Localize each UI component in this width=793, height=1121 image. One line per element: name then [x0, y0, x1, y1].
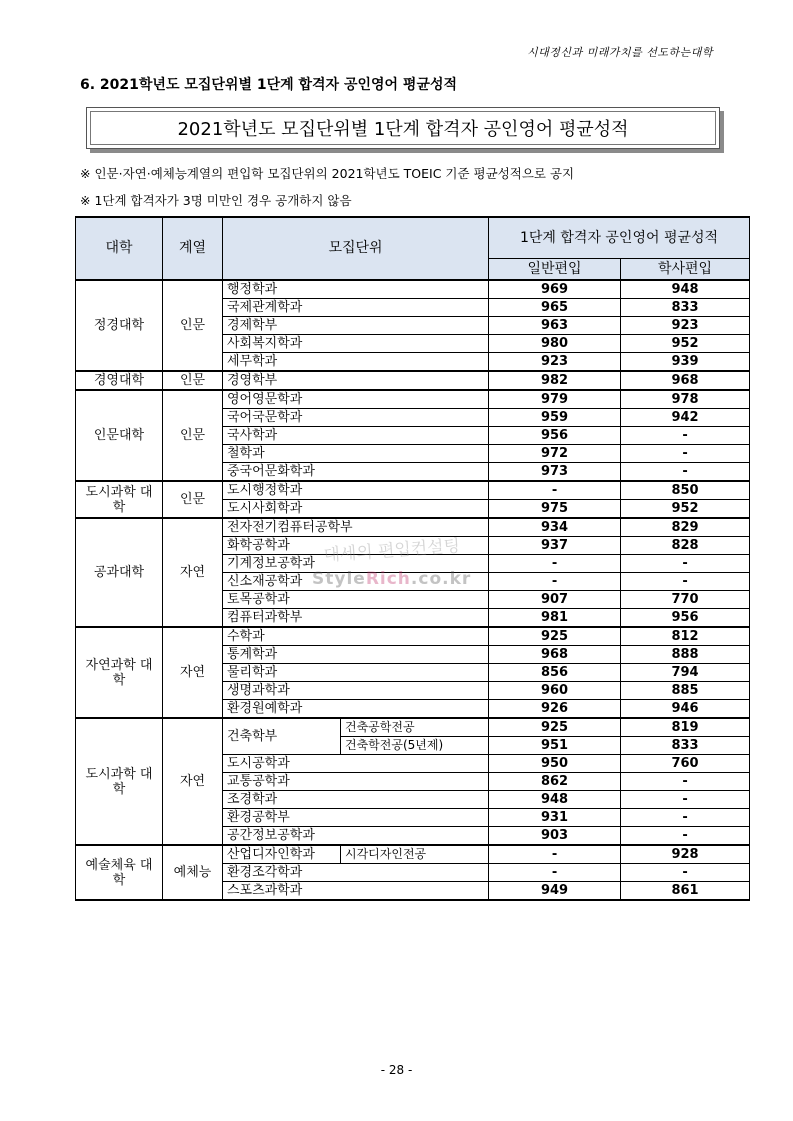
bachelor-score-cell: 829: [621, 518, 750, 537]
general-score-cell: 903: [489, 827, 621, 846]
bachelor-score-cell: 812: [621, 627, 750, 646]
bachelor-score-cell: -: [621, 827, 750, 846]
general-score-cell: 972: [489, 445, 621, 463]
department-cell: 통계학과: [223, 646, 489, 664]
watermark-text: 대세의 편입컨설팅: [322, 536, 461, 566]
department-cell: 행정학과: [223, 280, 489, 299]
table-row: [76, 627, 750, 646]
department-cell: 국어국문학과: [223, 409, 489, 427]
field-cell: 자연: [163, 718, 223, 845]
table-row: [76, 845, 750, 864]
general-score-cell: -: [489, 481, 621, 500]
bachelor-score-cell: 952: [621, 500, 750, 519]
bachelor-score-cell: -: [621, 573, 750, 591]
college-cell: 공과대학: [76, 518, 163, 627]
general-score-cell: 960: [489, 682, 621, 700]
bachelor-score-cell: 850: [621, 481, 750, 500]
college-cell: 인문대학: [76, 390, 163, 481]
header-field: 계열: [163, 217, 223, 280]
table-row: [76, 280, 750, 299]
general-score-cell: 925: [489, 627, 621, 646]
bachelor-score-cell: 952: [621, 335, 750, 353]
major-cell: 시각디자인전공: [341, 845, 489, 864]
department-cell: 신소재공학과: [223, 573, 489, 591]
department-cell: 환경원예학과: [223, 700, 489, 719]
bachelor-score-cell: 861: [621, 882, 750, 901]
table-header: [76, 217, 750, 280]
department-cell: 환경조각학과: [223, 864, 489, 882]
general-score-cell: 959: [489, 409, 621, 427]
bachelor-score-cell: -: [621, 791, 750, 809]
department-cell: 컴퓨터과학부: [223, 609, 489, 628]
field-cell: 예체능: [163, 845, 223, 900]
department-cell: 경영학부: [223, 371, 489, 390]
department-cell: 기계정보공학과: [223, 555, 489, 573]
department-cell: 수학과: [223, 627, 489, 646]
college-group: [76, 390, 750, 481]
general-score-cell: 926: [489, 700, 621, 719]
general-score-cell: 949: [489, 882, 621, 901]
general-score-cell: 907: [489, 591, 621, 609]
table-row: [76, 390, 750, 409]
department-cell: 경제학부: [223, 317, 489, 335]
general-score-cell: 937: [489, 537, 621, 555]
college-group: [76, 371, 750, 390]
department-cell: 도시사회학과: [223, 500, 489, 519]
bachelor-score-cell: -: [621, 773, 750, 791]
field-cell: 인문: [163, 481, 223, 518]
department-cell: 화학공학과: [223, 537, 489, 555]
bachelor-score-cell: 939: [621, 353, 750, 372]
department-cell: 세무학과: [223, 353, 489, 372]
title-box: [86, 107, 720, 149]
page-number: - 28 -: [380, 1063, 413, 1077]
department-cell: 교통공학과: [223, 773, 489, 791]
department-cell: 영어영문학과: [223, 390, 489, 409]
header-general: 일반편입: [489, 259, 621, 281]
header-slogan: 시대정신과 미래가치를 선도하는대학: [526, 46, 713, 59]
general-score-cell: 934: [489, 518, 621, 537]
general-score-cell: 982: [489, 371, 621, 390]
college-group: [76, 627, 750, 718]
general-score-cell: -: [489, 864, 621, 882]
general-score-cell: 923: [489, 353, 621, 372]
bachelor-score-cell: -: [621, 463, 750, 482]
department-cell: 공간정보공학과: [223, 827, 489, 846]
department-cell: 스포츠과학과: [223, 882, 489, 901]
bachelor-score-cell: -: [621, 864, 750, 882]
department-cell: 국제관계학과: [223, 299, 489, 317]
header-score-group: 1단계 합격자 공인영어 평균성적: [489, 217, 750, 259]
header-bachelor: 학사편입: [621, 259, 750, 281]
bachelor-score-cell: 968: [621, 371, 750, 390]
bachelor-score-cell: 819: [621, 718, 750, 737]
general-score-cell: -: [489, 573, 621, 591]
college-cell: 도시과학 대학: [76, 718, 163, 845]
general-score-cell: 931: [489, 809, 621, 827]
general-score-cell: 981: [489, 609, 621, 628]
bachelor-score-cell: -: [621, 427, 750, 445]
bachelor-score-cell: -: [621, 555, 750, 573]
department-cell: 전자전기컴퓨터공학부: [223, 518, 489, 537]
field-cell: 인문: [163, 390, 223, 481]
department-cell: 국사학과: [223, 427, 489, 445]
department-cell: 사회복지학과: [223, 335, 489, 353]
general-score-cell: 925: [489, 718, 621, 737]
bachelor-score-cell: 923: [621, 317, 750, 335]
general-score-cell: 973: [489, 463, 621, 482]
general-score-cell: 979: [489, 390, 621, 409]
watermark-url-part: Style: [312, 569, 366, 589]
bachelor-score-cell: -: [621, 809, 750, 827]
department-cell: 철학과: [223, 445, 489, 463]
bachelor-score-cell: 888: [621, 646, 750, 664]
bachelor-score-cell: 942: [621, 409, 750, 427]
bachelor-score-cell: 794: [621, 664, 750, 682]
general-score-cell: 948: [489, 791, 621, 809]
watermark-url-part: Rich: [365, 569, 411, 589]
general-score-cell: -: [489, 845, 621, 864]
general-score-cell: 965: [489, 299, 621, 317]
college-cell: 경영대학: [76, 371, 163, 390]
college-cell: 도시과학 대학: [76, 481, 163, 518]
college-cell: 정경대학: [76, 280, 163, 371]
department-cell: 환경공학부: [223, 809, 489, 827]
department-cell: 토목공학과: [223, 591, 489, 609]
table-row: [76, 481, 750, 500]
bachelor-score-cell: 928: [621, 845, 750, 864]
table-row: [76, 371, 750, 390]
bachelor-score-cell: 978: [621, 390, 750, 409]
title-box-text: 2021학년도 모집단위별 1단계 합격자 공인영어 평균성적: [90, 111, 716, 145]
general-score-cell: 969: [489, 280, 621, 299]
general-score-cell: 951: [489, 737, 621, 755]
field-cell: 인문: [163, 280, 223, 371]
department-cell: 도시행정학과: [223, 481, 489, 500]
major-cell: 건축공학전공: [341, 718, 489, 737]
bachelor-score-cell: 885: [621, 682, 750, 700]
table-row: [76, 518, 750, 537]
table-row: [76, 718, 750, 737]
college-group: [76, 845, 750, 900]
bachelor-score-cell: 833: [621, 737, 750, 755]
bachelor-score-cell: 833: [621, 299, 750, 317]
department-cell: 산업디자인학과: [223, 845, 341, 864]
general-score-cell: 862: [489, 773, 621, 791]
bachelor-score-cell: 828: [621, 537, 750, 555]
general-score-cell: 963: [489, 317, 621, 335]
general-score-cell: -: [489, 555, 621, 573]
general-score-cell: 975: [489, 500, 621, 519]
general-score-cell: 980: [489, 335, 621, 353]
college-group: [76, 280, 750, 371]
college-group: [76, 518, 750, 627]
general-score-cell: 856: [489, 664, 621, 682]
note-public-scope: ※ 인문·자연·예체능계열의 편입학 모집단위의 2021학년도 TOEIC 기준 평균성적으로 공지: [80, 166, 575, 181]
college-cell: 예술체육 대학: [76, 845, 163, 900]
bachelor-score-cell: 770: [621, 591, 750, 609]
note-min-applicants: ※ 1단계 합격자가 3명 미만인 경우 공개하지 않음: [80, 193, 352, 208]
bachelor-score-cell: 946: [621, 700, 750, 719]
general-score-cell: 956: [489, 427, 621, 445]
score-table: [75, 216, 750, 901]
department-cell: 도시공학과: [223, 755, 489, 773]
college-group: [76, 718, 750, 845]
header-college: 대학: [76, 217, 163, 280]
general-score-cell: 950: [489, 755, 621, 773]
department-cell: 조경학과: [223, 791, 489, 809]
field-cell: 자연: [163, 518, 223, 627]
section-title: 6. 2021학년도 모집단위별 1단계 합격자 공인영어 평균성적: [80, 77, 458, 93]
header-unit: 모집단위: [223, 217, 489, 280]
bachelor-score-cell: 760: [621, 755, 750, 773]
department-cell: 생명과학과: [223, 682, 489, 700]
college-cell: 자연과학 대학: [76, 627, 163, 718]
bachelor-score-cell: -: [621, 445, 750, 463]
department-cell: 물리학과: [223, 664, 489, 682]
college-group: [76, 481, 750, 518]
bachelor-score-cell: 956: [621, 609, 750, 628]
field-cell: 인문: [163, 371, 223, 390]
department-cell: 중국어문화학과: [223, 463, 489, 482]
major-cell: 건축학전공(5년제): [341, 737, 489, 755]
field-cell: 자연: [163, 627, 223, 718]
watermark-url-part: .co.kr: [410, 569, 472, 589]
general-score-cell: 968: [489, 646, 621, 664]
bachelor-score-cell: 948: [621, 280, 750, 299]
department-cell: 건축학부: [223, 718, 341, 755]
